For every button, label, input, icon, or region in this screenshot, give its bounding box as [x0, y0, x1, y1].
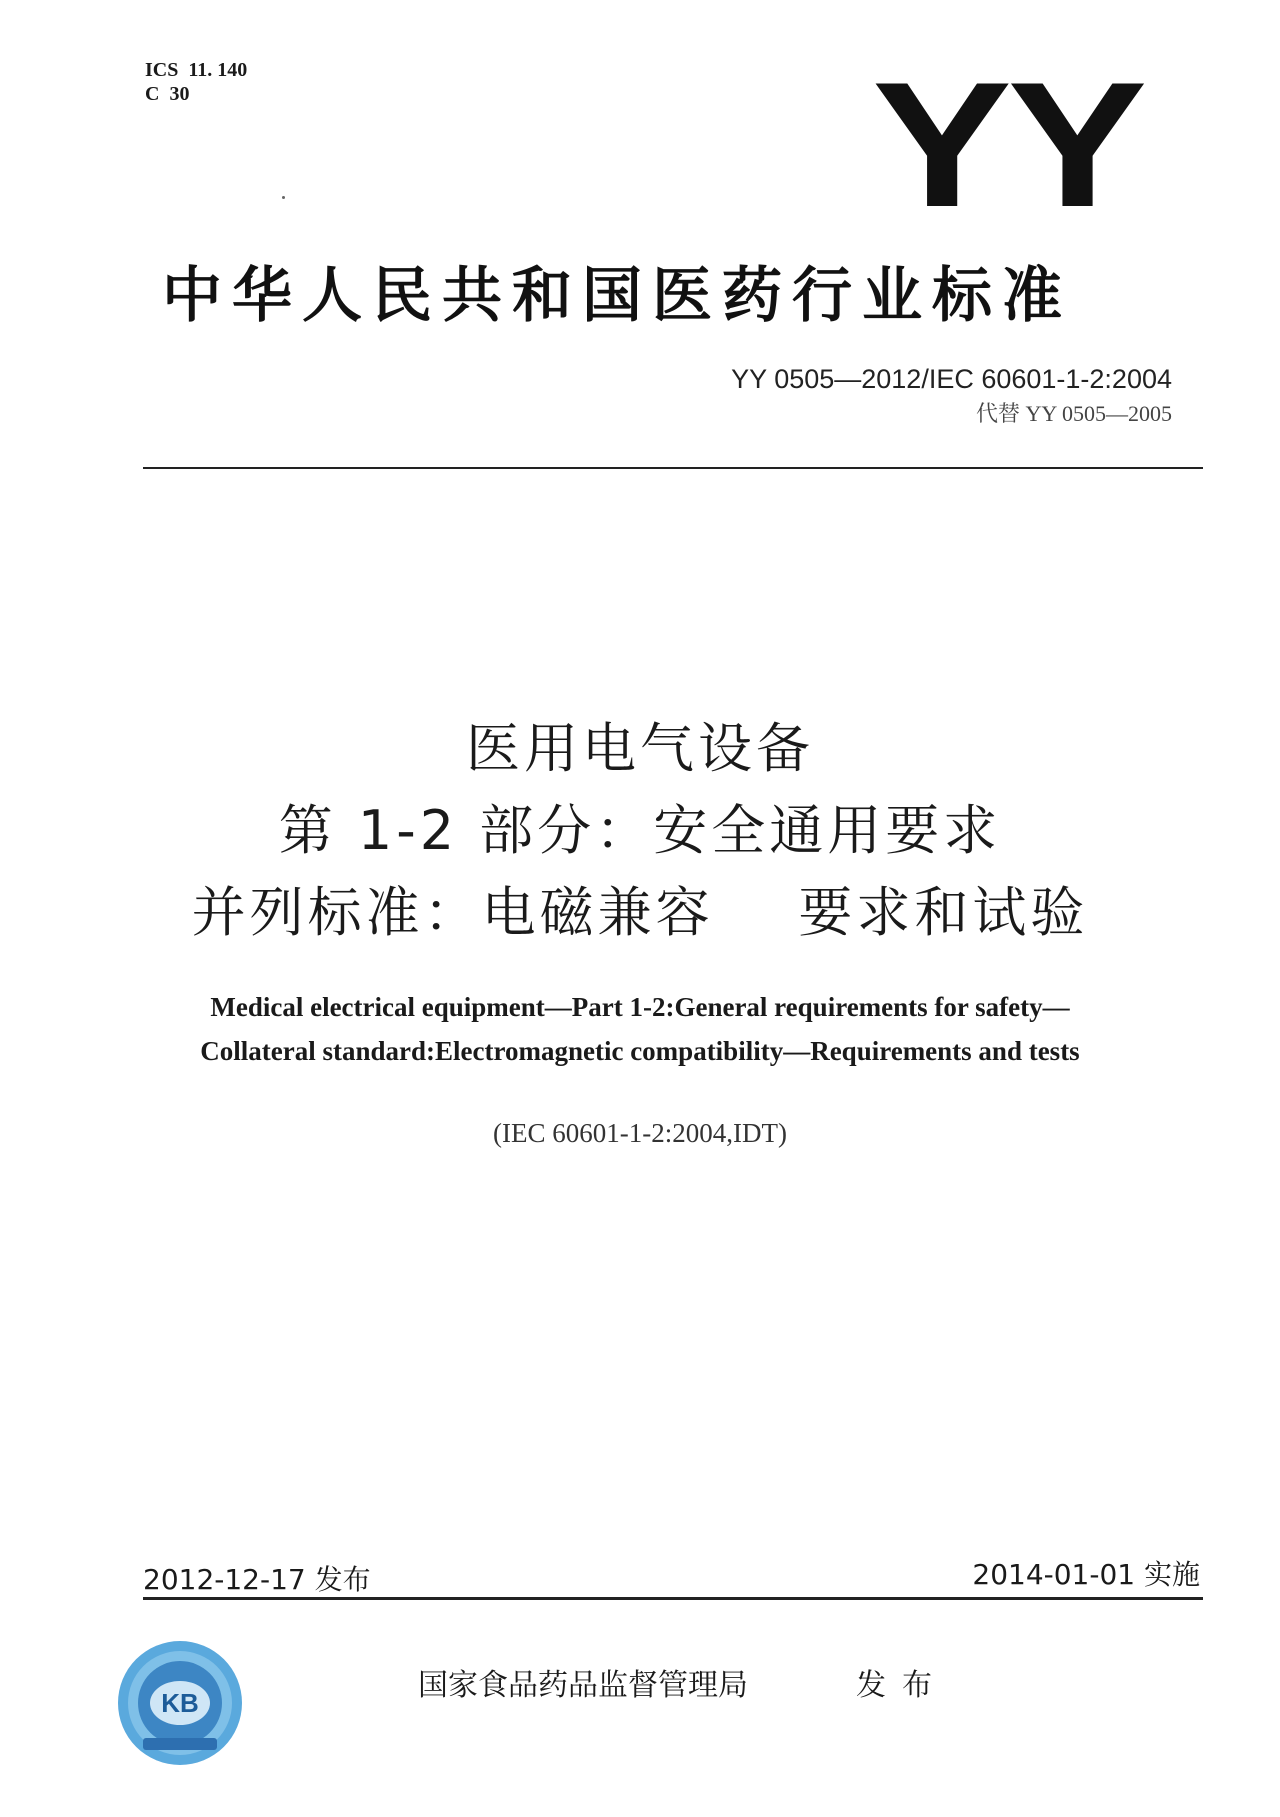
effective-date: 2014-01-01 实施: [972, 1558, 1200, 1591]
ics-code: ICS 11. 140: [145, 59, 248, 81]
title-cn-line1: 医用电气设备: [466, 717, 814, 780]
standard-number: YY 0505—2012/IEC 60601-1-2:2004: [731, 364, 1172, 394]
title-en-line2: Collateral standard:Electromagnetic compatibility—Requirements and tests: [200, 1036, 1080, 1066]
anti-counterfeit-seal-icon: [115, 1638, 245, 1768]
replaces-standard: 代替 YY 0505—2005: [976, 401, 1172, 426]
yy-logo: YY: [872, 45, 1143, 244]
title-en-line1: Medical electrical equipment—Part 1-2:General requirements for safety—: [210, 992, 1070, 1022]
title-en: [0, 985, 1280, 1073]
publish-date: 2012-12-17 发布: [143, 1563, 371, 1596]
ccs-code: C 30: [145, 83, 190, 105]
classification-codes: [145, 58, 247, 106]
speck: [282, 196, 285, 199]
title-cn-line2: 第 1-2 部分：安全通用要求: [278, 799, 1002, 862]
issuer-action: 发布: [856, 1668, 948, 1703]
title-cn-line3: 并列标准：电磁兼容 要求和试验: [191, 881, 1089, 944]
adoption-note: (IEC 60601-1-2:2004,IDT): [493, 1118, 787, 1148]
svg-text:KB: KB: [161, 1688, 199, 1718]
bottom-divider: [143, 1597, 1203, 1600]
organization-title: 中华人民共和国医药行业标准: [162, 261, 1072, 331]
top-divider: [143, 467, 1203, 469]
issuer-name: 国家食品药品监督管理局: [418, 1668, 748, 1703]
